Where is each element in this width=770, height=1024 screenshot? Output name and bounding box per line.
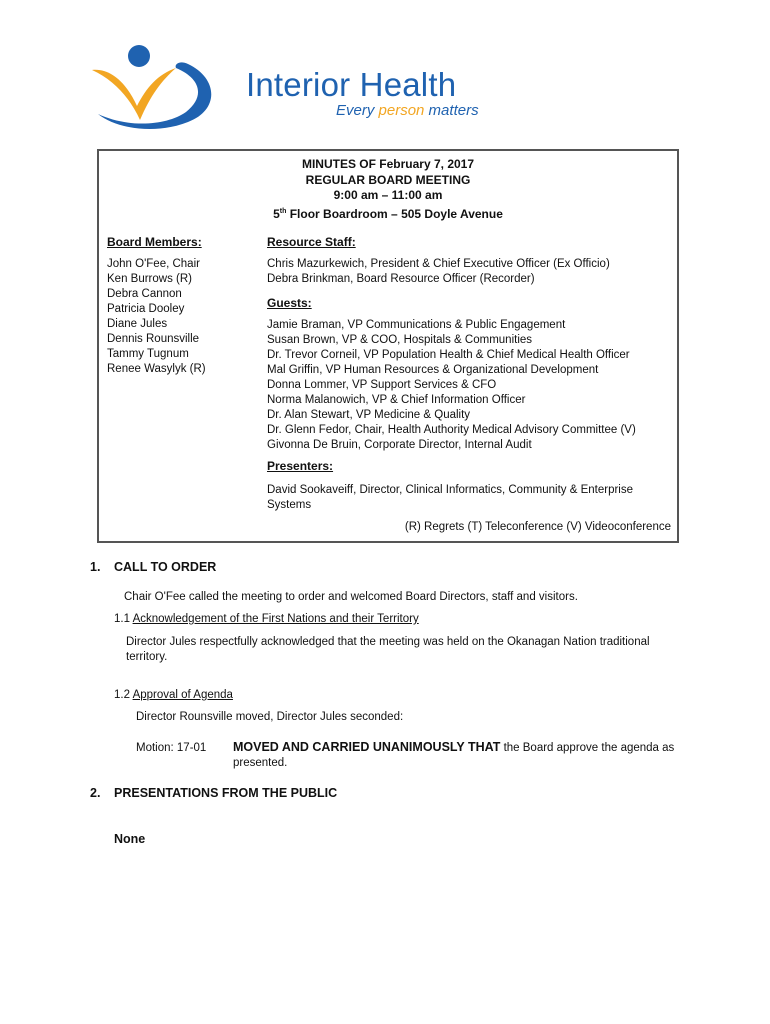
board-member: Renee Wasylyk (R) [107, 363, 206, 375]
section-1-number: 1. [90, 560, 101, 574]
resource-staff-item: Chris Mazurkewich, President & Chief Executive Officer (Ex Officio) [267, 258, 610, 270]
resource-staff-list [267, 257, 610, 287]
board-member: Diane Jules [107, 318, 168, 330]
subsection-1-2-heading: 1.2 Approval of Agenda [114, 689, 233, 701]
header-title: MINUTES OF February 7, 2017 [301, 157, 475, 171]
subsection-1-1-heading: 1.1 Acknowledgement of the First Nations and their Territory [114, 613, 419, 625]
motion-number: Motion: 17-01 [136, 742, 207, 754]
guest-item: Dr. Alan Stewart, VP Medicine & Quality [267, 409, 471, 421]
logo-mark-icon [88, 44, 228, 136]
board-members-label: Board Members: [107, 235, 202, 249]
guest-item: Susan Brown, VP & COO, Hospitals & Communities [267, 334, 533, 346]
subsection-1-2-text: Director Rounsville moved, Director Jules seconded: [136, 711, 404, 723]
meeting-header [99, 157, 677, 222]
guest-item: Jamie Braman, VP Communications & Public Engagement [267, 319, 566, 331]
motion-text: MOVED AND CARRIED UNANIMOUSLY THAT the Board approve the agenda as presented. [233, 740, 675, 769]
guest-item: Givonna De Bruin, Corporate Director, Internal Audit [267, 439, 532, 451]
board-member: Tammy Tugnum [107, 348, 189, 360]
board-member: Ken Burrows (R) [107, 273, 192, 285]
board-members-list [107, 257, 206, 377]
board-member: Debra Cannon [107, 288, 182, 300]
interior-health-logo [88, 44, 478, 136]
guest-item: Mal Griffin, VP Human Resources & Organizational Development [267, 364, 599, 376]
presenters-list [267, 483, 633, 513]
section-2-none: None [114, 832, 146, 846]
guest-item: Donna Lommer, VP Support Services & CFO [267, 379, 497, 391]
presenters-label: Presenters: [267, 459, 334, 473]
section-1-paragraph: Chair O'Fee called the meeting to order and welcomed Board Directors, staff and visitors. [124, 591, 578, 603]
attendance-legend: (R) Regrets (T) Teleconference (V) Videoconference [404, 521, 671, 533]
resource-staff-label: Resource Staff: [267, 235, 356, 249]
guests-label: Guests: [267, 296, 312, 310]
guest-item: Dr. Trevor Corneil, VP Population Health & Chief Medical Health Officer [267, 349, 630, 361]
presenter-line: David Sookaveiff, Director, Clinical Informatics, Community & Enterprise [267, 484, 634, 496]
section-2-title: PRESENTATIONS FROM THE PUBLIC [114, 786, 338, 800]
board-member: Dennis Rounsville [107, 333, 200, 345]
guests-list [267, 318, 636, 453]
section-2-number: 2. [90, 786, 101, 800]
header-meeting-type: REGULAR BOARD MEETING [305, 172, 471, 187]
logo-wordmark: Interior Health [246, 66, 457, 103]
header-time: 9:00 am – 11:00 am [333, 188, 443, 202]
guest-item: Norma Malanowich, VP & Chief Information Officer [267, 394, 526, 406]
meeting-info-box [97, 149, 679, 543]
section-1-title: CALL TO ORDER [114, 560, 217, 574]
subsection-1-1-text: Director Jules respectfully acknowledged that the meeting was held on the Okanagan Nation traditional territory. [126, 636, 650, 663]
resource-staff-item: Debra Brinkman, Board Resource Officer (Recorder) [267, 273, 535, 285]
header-location: 5th Floor Boardroom – 505 Doyle Avenue [273, 206, 503, 221]
guest-item: Dr. Glenn Fedor, Chair, Health Authority Medical Advisory Committee (V) [267, 424, 636, 436]
board-member: Patricia Dooley [107, 303, 185, 315]
presenter-line: Systems [267, 499, 312, 511]
board-member: John O'Fee, Chair [107, 258, 200, 270]
logo-tagline: Every person matters [336, 102, 479, 119]
